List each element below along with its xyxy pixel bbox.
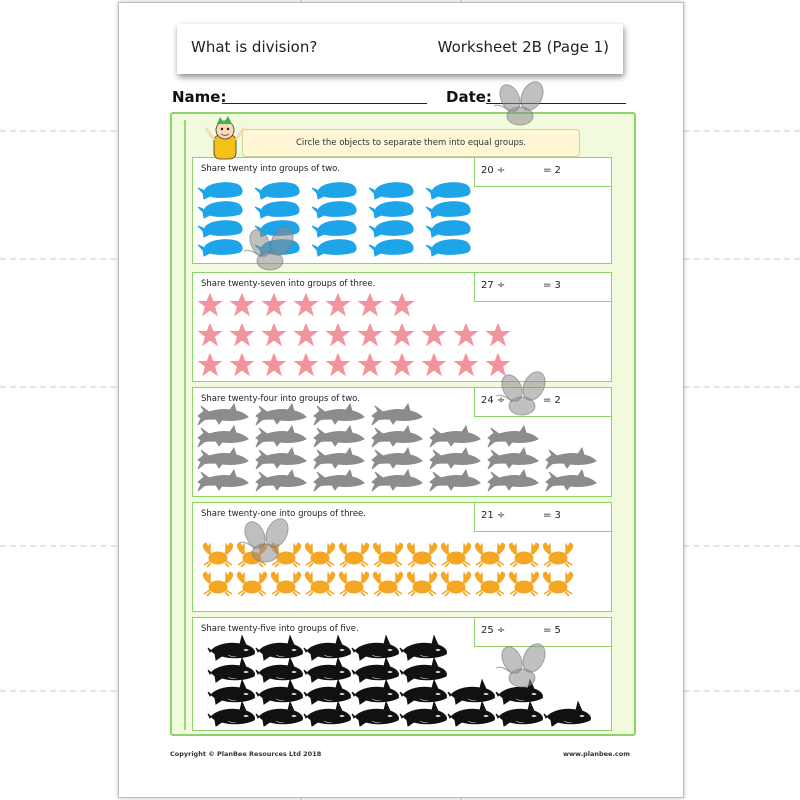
shark-icon[interactable]	[372, 470, 422, 491]
starfish-icon[interactable]	[199, 294, 221, 315]
starfish-icon[interactable]	[231, 324, 253, 345]
question-label: Share twenty-four into groups of two.	[201, 394, 360, 404]
orca-icon[interactable]	[304, 636, 351, 660]
shark-icon[interactable]	[488, 426, 538, 447]
shark-icon[interactable]	[198, 448, 248, 469]
starfish-icon[interactable]	[391, 354, 413, 375]
orca-icon[interactable]	[352, 680, 399, 704]
whale-icon[interactable]	[198, 202, 242, 218]
watermark-bee-icon	[494, 78, 547, 125]
starfish-icon[interactable]	[263, 324, 285, 345]
starfish-icon[interactable]	[455, 354, 477, 375]
starfish-icon[interactable]	[263, 294, 285, 315]
equation-result: = 2	[543, 395, 561, 406]
shark-icon[interactable]	[314, 448, 364, 469]
starfish-icon[interactable]	[359, 354, 381, 375]
whale-icon[interactable]	[255, 202, 299, 218]
copyright-text: Copyright © PlanBee Resources Ltd 2018	[170, 750, 322, 758]
orca-icon[interactable]	[256, 636, 303, 660]
crab-icon[interactable]	[339, 543, 368, 567]
equation-dividend: 27 ÷	[481, 280, 506, 291]
whale-icon[interactable]	[369, 240, 413, 256]
worksheet-number: Worksheet 2B (Page 1)	[437, 38, 609, 56]
shark-icon[interactable]	[488, 470, 538, 491]
crab-icon[interactable]	[441, 572, 470, 596]
shark-icon[interactable]	[198, 426, 248, 447]
shark-icon[interactable]	[546, 470, 596, 491]
starfish-icon[interactable]	[391, 324, 413, 345]
crab-icon[interactable]	[543, 543, 572, 567]
mascot-icon	[206, 116, 244, 159]
starfish-icon[interactable]	[231, 294, 253, 315]
date-label: Date:	[446, 88, 492, 106]
crab-icon[interactable]	[203, 543, 232, 567]
shark-icon[interactable]	[198, 470, 248, 491]
equation-dividend: 25 ÷	[481, 625, 506, 636]
orca-icon[interactable]	[400, 636, 447, 660]
shark-icon[interactable]	[198, 404, 248, 425]
orca-icon[interactable]	[352, 658, 399, 682]
crab-icon[interactable]	[509, 543, 538, 567]
starfish-icon[interactable]	[359, 294, 381, 315]
orca-icon[interactable]	[256, 680, 303, 704]
orca-icon[interactable]	[304, 702, 351, 726]
question-label: Share twenty into groups of two.	[201, 164, 340, 174]
starfish-icon[interactable]	[327, 324, 349, 345]
shark-icon[interactable]	[546, 448, 596, 469]
orca-icon[interactable]	[352, 702, 399, 726]
whale-icon[interactable]	[369, 202, 413, 218]
whale-icon[interactable]	[255, 183, 299, 199]
instruction-banner: Circle the objects to separate them into equal groups.	[242, 129, 580, 157]
crab-icon[interactable]	[373, 572, 402, 596]
whale-icon[interactable]	[312, 221, 356, 237]
starfish-icon[interactable]	[295, 354, 317, 375]
crab-icon[interactable]	[543, 572, 572, 596]
shark-icon[interactable]	[314, 426, 364, 447]
orca-icon[interactable]	[448, 680, 495, 704]
starfish-icon[interactable]	[391, 294, 413, 315]
orca-icon[interactable]	[400, 702, 447, 726]
orca-icon[interactable]	[256, 658, 303, 682]
orca-icon[interactable]	[352, 636, 399, 660]
starfish-icon[interactable]	[295, 294, 317, 315]
worksheet-title: What is division?	[191, 38, 318, 56]
equation-dividend: 20 ÷	[481, 165, 506, 176]
crab-icon[interactable]	[203, 572, 232, 596]
shark-icon[interactable]	[430, 448, 480, 469]
starfish-icon[interactable]	[423, 324, 445, 345]
starfish-icon[interactable]	[199, 324, 221, 345]
starfish-icon[interactable]	[455, 324, 477, 345]
equation-dividend: 21 ÷	[481, 510, 506, 521]
starfish-icon[interactable]	[359, 324, 381, 345]
starfish-icon[interactable]	[487, 324, 509, 345]
crab-icon[interactable]	[475, 543, 504, 567]
equation-dividend: 24 ÷	[481, 395, 506, 406]
shark-icon[interactable]	[256, 470, 306, 491]
starfish-icon[interactable]	[327, 354, 349, 375]
whale-icon[interactable]	[198, 221, 242, 237]
orca-icon[interactable]	[448, 702, 495, 726]
crab-icon[interactable]	[305, 572, 334, 596]
orca-icon[interactable]	[496, 702, 543, 726]
crab-icon[interactable]	[407, 572, 436, 596]
shark-icon[interactable]	[314, 470, 364, 491]
orca-icon[interactable]	[400, 680, 447, 704]
crab-icon[interactable]	[271, 572, 300, 596]
whale-icon[interactable]	[369, 221, 413, 237]
equation-result: = 3	[543, 280, 561, 291]
whale-icon[interactable]	[312, 240, 356, 256]
name-label: Name:	[172, 88, 227, 106]
shark-icon[interactable]	[372, 448, 422, 469]
whale-icon[interactable]	[426, 240, 470, 256]
website-text: www.planbee.com	[563, 750, 630, 758]
question-label: Share twenty-one into groups of three.	[201, 509, 366, 519]
orca-icon[interactable]	[208, 636, 255, 660]
whale-icon[interactable]	[198, 183, 242, 199]
crab-icon[interactable]	[441, 543, 470, 567]
shark-icon[interactable]	[372, 404, 422, 425]
shark-icon[interactable]	[488, 448, 538, 469]
shark-icon[interactable]	[256, 426, 306, 447]
shark-icon[interactable]	[430, 426, 480, 447]
shark-icon[interactable]	[314, 404, 364, 425]
orca-icon[interactable]	[400, 658, 447, 682]
crab-icon[interactable]	[509, 572, 538, 596]
starfish-icon[interactable]	[295, 324, 317, 345]
starfish-icon[interactable]	[487, 354, 509, 375]
orca-icon[interactable]	[304, 658, 351, 682]
shark-icon[interactable]	[256, 448, 306, 469]
shark-icon[interactable]	[256, 404, 306, 425]
shark-icon[interactable]	[372, 426, 422, 447]
watermark-bee-icon	[496, 640, 549, 687]
whale-icon[interactable]	[426, 183, 470, 199]
crab-icon[interactable]	[237, 572, 266, 596]
crab-icon[interactable]	[373, 543, 402, 567]
orca-icon[interactable]	[208, 658, 255, 682]
crab-icon[interactable]	[305, 543, 334, 567]
orca-icon[interactable]	[544, 702, 591, 726]
orca-icon[interactable]	[208, 680, 255, 704]
whale-icon[interactable]	[426, 221, 470, 237]
whale-icon[interactable]	[312, 183, 356, 199]
starfish-icon[interactable]	[423, 354, 445, 375]
equation-result: = 2	[543, 165, 561, 176]
question-label: Share twenty-seven into groups of three.	[201, 279, 376, 289]
shark-icon[interactable]	[430, 470, 480, 491]
equation-result: = 3	[543, 510, 561, 521]
crab-icon[interactable]	[475, 572, 504, 596]
whale-icon[interactable]	[426, 202, 470, 218]
whale-icon[interactable]	[198, 240, 242, 256]
crab-icon[interactable]	[407, 543, 436, 567]
orca-icon[interactable]	[208, 702, 255, 726]
question-label: Share twenty-five into groups of five.	[201, 624, 359, 634]
starfish-icon[interactable]	[327, 294, 349, 315]
starfish-icon[interactable]	[231, 354, 253, 375]
crab-icon[interactable]	[339, 572, 368, 596]
orca-icon[interactable]	[256, 702, 303, 726]
equation-result: = 5	[543, 625, 561, 636]
starfish-icon[interactable]	[199, 354, 221, 375]
whale-icon[interactable]	[369, 183, 413, 199]
watermark-bee-icon	[496, 368, 549, 415]
starfish-icon[interactable]	[263, 354, 285, 375]
orca-icon[interactable]	[304, 680, 351, 704]
whale-icon[interactable]	[312, 202, 356, 218]
